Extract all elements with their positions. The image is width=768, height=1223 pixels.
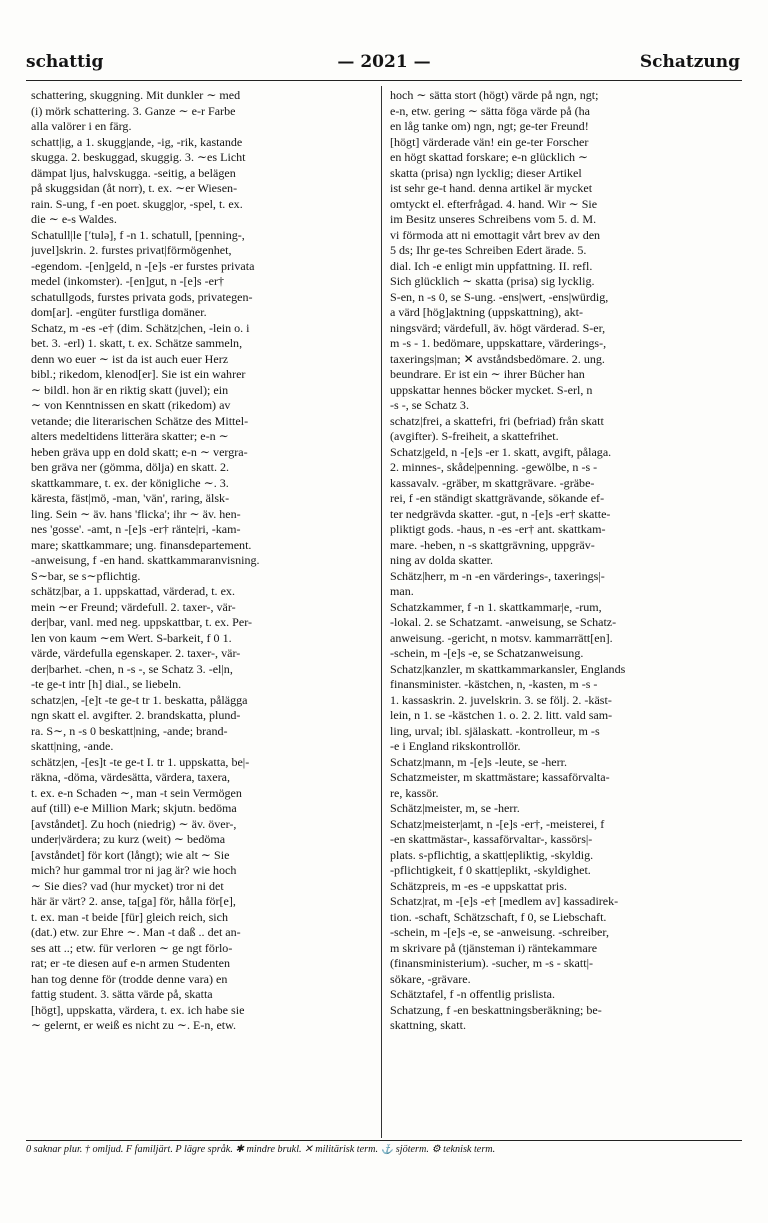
- text-line: -schein, m -[e]s -e, se -anweisung. -schreiber,: [390, 925, 609, 939]
- text-line: Schatz|kanzler, m skattkammarkansler, Englands: [390, 661, 626, 676]
- text-line: Schatz, m -es -e† (dim. Schätz|chen, -lein o. i: [31, 320, 250, 335]
- text-line: dämpat ljus, halvskugga. -seitig, a belägen: [31, 165, 236, 180]
- text-line: räkna, -döma, värdesätta, värdera, taxera,: [31, 770, 230, 784]
- text-line: -schein, m -[e]s -e, se Schatzanweisung.: [390, 646, 584, 660]
- text-line: käresta, fäst|mö, -man, 'vän', raring, älsk-: [31, 491, 230, 505]
- text-line: Schätztafel, f -n offentlig prislista.: [390, 987, 556, 1001]
- text-line: Schatz|rat, m -[e]s -e† [medlem av] kassadirek-: [390, 894, 619, 908]
- text-line: vetande; die literarischen Schätze des Mittel-: [31, 413, 249, 428]
- text-line: en högt skattad forskare; e-n glücklich ∼: [390, 150, 589, 164]
- text-line: juvel]skrin. 2. furstes privat|förmögenhet,: [31, 243, 232, 257]
- text-line: skatt|ning, -ande.: [31, 739, 114, 753]
- text-line: skatta (prisa) ngn lycklig; dieser Artikel: [390, 165, 582, 180]
- header-left-guide-word: schattig: [26, 52, 104, 72]
- page-number: — 2021 —: [337, 52, 431, 72]
- text-line: pliktigt gods. -haus, n -es -er† ant. skattkam-: [390, 522, 606, 536]
- text-line: schattering, skuggning. Mit dunkler ∼ med: [31, 88, 241, 102]
- text-line: sökare, -grävare.: [390, 971, 471, 986]
- text-line: alters medeltidens litterära skatter; e-n ∼: [31, 429, 229, 443]
- text-line: mare; skattkammare; ung. finansdepartement.: [31, 537, 252, 552]
- text-line: tion. -schaft, Schätzschaft, f 0, se Liebschaft.: [390, 909, 607, 924]
- text-line: -e i England rikskontrollör.: [390, 739, 521, 753]
- text-line: ∼ Sie dies? vad (hur mycket) tror ni det: [31, 878, 224, 893]
- text-line: ngn skatt el. avgifter. 2. brandskatta, plund-: [31, 708, 241, 722]
- text-line: skattning, skatt.: [390, 1018, 466, 1032]
- text-line: t. ex. man -t beide [für] gleich reich, sich: [31, 909, 229, 924]
- header-rule: [26, 80, 742, 81]
- text-line: -pflichtigkeit, f 0 skatt|eplikt, -skyldighet.: [390, 863, 591, 877]
- text-line: im Besitz unseres Schreibens vom 5. d. M.: [390, 212, 597, 226]
- text-line: (avgifter). S-freiheit, a skattefrihet.: [390, 429, 559, 443]
- text-line: [avståndet] för kort (långt); wie alt ∼ Sie: [31, 847, 230, 862]
- text-line: [högt] värderade vän! ein ge-ter Forscher: [390, 134, 589, 149]
- text-line: rat; er -te diesen auf e-n armen Studenten: [31, 956, 231, 970]
- text-line: m skrivare på (tjänsteman i) räntekammare: [390, 940, 598, 955]
- text-line: Schatz|geld, n -[e]s -er 1. skatt, avgift, pålaga.: [390, 444, 612, 459]
- text-line: bet. 3. -erl) 1. skatt, t. ex. Schätze sammeln,: [31, 336, 243, 350]
- text-line: Schatull|le [′tulə], f -n 1. schatull, [penning-,: [31, 227, 245, 242]
- text-line: här är värt? 2. anse, ta[ga] för, hålla för[e],: [31, 894, 236, 908]
- text-line: bibl.; rikedom, klenod[er]. Sie ist ein wahrer: [31, 367, 246, 381]
- text-line: Schatzkammer, f -n 1. skattkammar|e, -rum,: [390, 599, 602, 614]
- text-line: medel (inkomster). -[en]gut, n -[e]s -er†: [31, 274, 225, 288]
- text-line: [avståndet]. Zu hoch (niedrig) ∼ äv. över-,: [31, 816, 237, 831]
- text-line: nes 'gosse'. -amt, n -[e]s -er† ränte|ri, -kam-: [31, 522, 241, 536]
- text-line: rei, f -en ständigt skattgrävande, sökande ef-: [390, 491, 605, 505]
- right-column: [390, 88, 732, 1034]
- text-line: plats. s-pflichtig, a skatt|epliktig, -skyldig.: [390, 847, 594, 862]
- text-line: rain. S-ung, f -en poet. skugg|or, -spel, t. ex.: [31, 196, 243, 211]
- text-line: anweisung. -gericht, n motsv. kammarrätt[en].: [390, 630, 613, 645]
- text-line: (i) mörk schattering. 3. Ganze ∼ e-r Farbe: [31, 103, 236, 118]
- text-line: e-n, etw. gering ∼ sätta föga värde på (ha: [390, 103, 590, 118]
- text-line: mein ∼er Freund; värdefull. 2. taxer-, vär-: [31, 599, 236, 614]
- text-line: (dat.) etw. zur Ehre ∼. Man -t daß .. det an-: [31, 925, 241, 939]
- text-line: ∼ von Kenntnissen en skatt (rikedom) av: [31, 398, 231, 412]
- text-line: re, kassör.: [390, 785, 439, 800]
- text-line: [högt], uppskatta, värdera, t. ex. ich habe sie: [31, 1002, 245, 1017]
- text-line: schätz|en, -[es]t -te ge-t I. tr 1. uppskatta, be|-: [31, 754, 250, 769]
- text-line: heben gräva upp en dold skatt; e-n ∼ vergra-: [31, 444, 248, 459]
- text-line: skattkammare, t. ex. der königliche ∼. 3.: [31, 475, 229, 490]
- text-line: schätz|bar, a 1. uppskattad, värderad, t. ex.: [31, 584, 235, 598]
- text-line: dom[ar]. -engüter furstliga domäner.: [31, 305, 207, 319]
- text-line: en låg tanke om) ngn, ngt; ge-ter Freund!: [390, 119, 589, 133]
- text-line: 1. kassaskrin. 2. juvelskrin. 3. se följ. 2. -käst-: [390, 692, 612, 707]
- text-line: t. ex. e-n Schaden ∼, man -t sein Vermögen: [31, 785, 242, 800]
- text-line: -anweisung, f -en hand. skattkammaranvisning.: [31, 553, 260, 567]
- text-line: ∼ bildl. hon är en riktig skatt (juvel); ein: [31, 382, 229, 397]
- text-line: beundrare. Er ist ein ∼ ihrer Bücher han: [390, 367, 585, 381]
- text-line: ningsvärd; värdefull, äv. högt värderad. S-er,: [390, 320, 606, 335]
- text-line: schatt|ig, a 1. skugg|ande, -ig, -rik, kastande: [31, 134, 243, 149]
- column-divider: [381, 86, 382, 1138]
- text-line: die ∼ e-s Waldes.: [31, 212, 117, 226]
- text-line: dial. Ich -e enligt min uppfattning. II. refl.: [390, 258, 593, 273]
- text-line: ses att ..; etw. für verloren ∼ ge ngt förlo-: [31, 940, 233, 955]
- text-line: värde, värdefulla egenskaper. 2. taxer-, vär-: [31, 646, 241, 660]
- text-line: (finansministerium). -sucher, m -s - skatt|-: [390, 956, 593, 970]
- text-line: -en skattmästar-, kassaförvaltar-, kassörs|-: [390, 832, 593, 846]
- text-line: schatz|frei, a skattefri, fri (befriad) från skatt: [390, 413, 604, 428]
- abbreviation-legend: 0 saknar plur. † omljud. F familjärt. P lägre språk. ✱ mindre brukl. ✕ militärisk term. ⚓ sjöterm. ⚙ teknisk term.: [26, 1144, 496, 1155]
- text-line: -s -, se Schatz 3.: [390, 398, 469, 412]
- left-column: [31, 88, 371, 1034]
- text-line: 5 ds; Ihr ge-tes Schreiben Edert ärade. 5.: [390, 243, 587, 257]
- text-line: len von kaum ∼em Wert. S-barkeit, f 0 1.: [31, 630, 232, 645]
- text-line: ling. Sein ∼ äv. hans 'flicka'; ihr ∼ äv. hen-: [31, 506, 241, 521]
- text-line: han tog denne för (trodde denne vara) en: [31, 971, 228, 986]
- text-line: Schätz|meister, m, se -herr.: [390, 801, 520, 815]
- text-line: schatullgods, furstes privata gods, privategen-: [31, 289, 253, 304]
- text-line: Schatz|mann, m -[e]s -leute, se -herr.: [390, 754, 568, 769]
- text-line: Schätz|herr, m -n -en värderings-, taxerings|-: [390, 568, 605, 583]
- text-line: ben gräva ner (gömma, dölja) en skatt. 2.: [31, 460, 230, 474]
- text-line: Sich glücklich ∼ skatta (prisa) sig lycklig.: [390, 274, 595, 288]
- text-line: mare. -heben, n -s skattgrävning, uppgräv-: [390, 537, 595, 552]
- text-line: vi förmoda att ni emottagit vårt brev av den: [390, 227, 601, 242]
- text-line: skugga. 2. beskuggad, skuggig. 3. ∼es Licht: [31, 150, 246, 164]
- text-line: auf (till) e-e Million Mark; skjutn. bedöma: [31, 801, 237, 815]
- text-line: schatz|en, -[e]t -te ge-t tr 1. beskatta, pålägga: [31, 692, 248, 707]
- text-line: S∼bar, se s∼pflichtig.: [31, 568, 141, 583]
- text-line: a värd [hög]aktning (uppskattning), akt-: [390, 305, 584, 319]
- text-line: finansminister. -kästchen, n, -kasten, m -s -: [390, 677, 598, 691]
- text-line: man.: [390, 584, 414, 598]
- text-line: -egendom. -[en]geld, n -[e]s -er furstes privata: [31, 258, 255, 273]
- text-line: på skuggsidan (åt norr), t. ex. ∼er Wiesen-: [31, 181, 238, 195]
- text-line: der|bar, vanl. med neg. uppskattbar, t. ex. Per-: [31, 615, 252, 629]
- text-line: kassavalv. -gräber, m skattgrävare. -gräbe-: [390, 475, 595, 490]
- text-line: der|barhet. -chen, n -s -, se Schatz 3. -el|n,: [31, 661, 233, 676]
- text-line: ning av dolda skatter.: [390, 553, 494, 567]
- text-line: fattig student. 3. sätta värde på, skatta: [31, 987, 213, 1001]
- text-line: ra. S∼, n -s 0 beskatt|ning, -ande; brand-: [31, 723, 228, 738]
- text-line: hoch ∼ sätta stort (högt) värde på ngn, ngt;: [390, 88, 599, 102]
- text-line: omtyckt el. efterfrågad. 4. hand. Wir ∼ Sie: [390, 196, 598, 211]
- text-line: ter nedgrävda skatter. -gut, n -[e]s -er† skatte-: [390, 506, 611, 521]
- text-line: Schatzmeister, m skattmästare; kassaförvalta-: [390, 770, 610, 784]
- text-line: uppskattar hennes böcker mycket. S-erl, n: [390, 382, 593, 397]
- text-line: under|värdera; zu kurz (weit) ∼ bedöma: [31, 832, 226, 846]
- text-line: -te ge-t intr [h] dial., se liebeln.: [31, 677, 182, 691]
- footer-rule: [26, 1140, 742, 1141]
- text-line: 2. minnes-, skåde|penning. -gewölbe, n -s -: [390, 460, 598, 474]
- text-line: ∼ gelernt, er weiß es nicht zu ∼. E-n, etw.: [31, 1018, 237, 1032]
- text-line: Schatzung, f -en beskattningsberäkning; be-: [390, 1002, 602, 1017]
- text-line: denn wo euer ∼ ist da ist auch euer Herz: [31, 351, 229, 366]
- text-line: lein, n 1. se -kästchen 1. o. 2. 2. litt. vald sam-: [390, 708, 613, 722]
- header-right-guide-word: Schatzung: [639, 52, 740, 72]
- text-line: Schatz|meister|amt, n -[e]s -er†, -meisterei, f: [390, 816, 605, 831]
- text-line: Schätzpreis, m -es -e uppskattat pris.: [390, 878, 567, 893]
- text-line: m -s - 1. bedömare, uppskattare, värderings-,: [390, 336, 607, 350]
- text-line: -lokal. 2. se Schatzamt. -anweisung, se Schatz-: [390, 615, 617, 629]
- text-line: ist sehr ge-t hand. denna artikel är mycket: [390, 181, 593, 195]
- text-line: alla valörer i en färg.: [31, 119, 132, 133]
- text-line: taxerings|man; ✕ avståndsbedömare. 2. ung.: [390, 351, 605, 366]
- text-line: ling, urval; ibl. själaskatt. -kontrolleur, m -s: [390, 723, 600, 738]
- text-line: mich? hur gammal tror ni jag är? wie hoch: [31, 863, 237, 877]
- text-line: S-en, n -s 0, se S-ung. -ens|wert, -ens|würdig,: [390, 289, 609, 304]
